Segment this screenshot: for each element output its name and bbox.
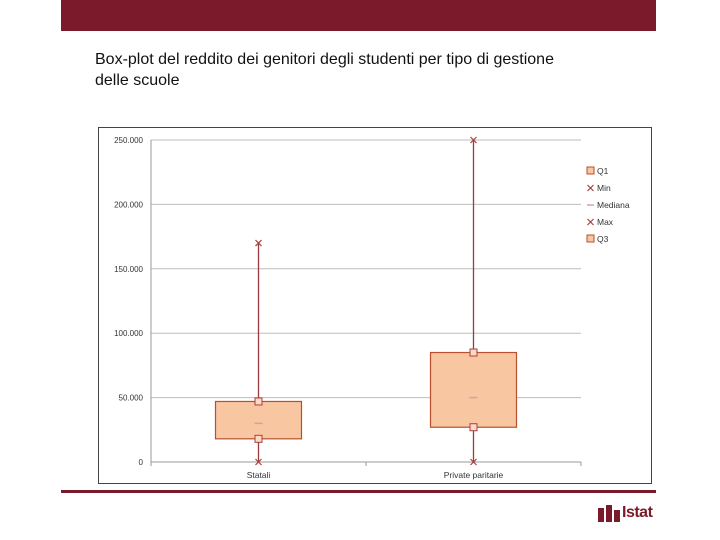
istat-logo <box>598 503 652 523</box>
legend-label: Q1 <box>597 166 609 176</box>
y-tick-label: 200.000 <box>114 200 143 210</box>
slide-title-line-1: Box-plot del reddito dei genitori degli studenti per tipo di gestione <box>95 51 554 68</box>
legend-label: Min <box>597 183 611 193</box>
istat-logo-icon <box>598 504 620 522</box>
legend-swatch-x <box>588 185 594 191</box>
legend-label: Q3 <box>597 234 609 244</box>
y-tick-label: 0 <box>138 458 143 467</box>
legend-swatch-x <box>588 219 594 225</box>
legend-swatch-box <box>587 235 594 242</box>
x-category-label: Statali <box>246 470 271 480</box>
box-plot-chart <box>98 127 652 484</box>
y-tick-label: 100.000 <box>114 329 143 339</box>
q1-marker <box>255 435 262 442</box>
y-tick-label: 250.000 <box>114 136 143 145</box>
legend-label: Mediana <box>597 200 630 210</box>
top-brand-bar <box>61 0 656 31</box>
box-q1-q3 <box>431 353 517 428</box>
slide-title <box>95 49 655 91</box>
y-tick-label: 150.000 <box>114 264 143 274</box>
y-tick-label: 50.000 <box>118 393 143 403</box>
x-category-label: Private paritarie <box>443 470 504 480</box>
box-q1-q3 <box>216 401 302 438</box>
q3-marker <box>255 398 262 405</box>
istat-logo-text: Istat <box>622 504 653 521</box>
legend-label: Max <box>597 217 614 227</box>
slide-title-line-2: delle scuole <box>95 72 180 89</box>
q1-marker <box>470 424 477 431</box>
box-plot-svg <box>99 128 651 483</box>
q3-marker <box>470 349 477 356</box>
bottom-brand-rule <box>61 490 656 493</box>
legend-swatch-box <box>587 167 594 174</box>
